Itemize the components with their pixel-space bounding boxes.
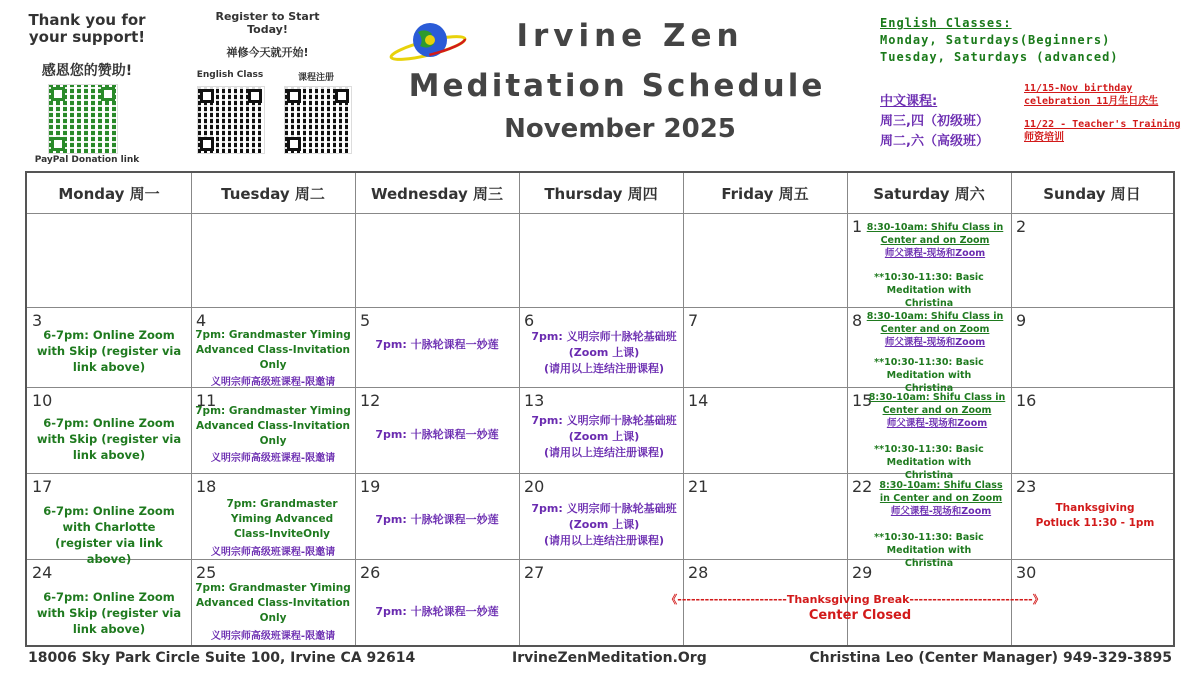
- day-cell-6: [519, 307, 683, 387]
- title-line1: Irvine Zen: [516, 18, 744, 54]
- shifu-class-event: [861, 221, 1009, 260]
- shifu-class-cn: 师父课程-现场和Zoom: [884, 248, 986, 259]
- basic-meditation-event: **10:30-11:30: Basic Meditation with Christina: [874, 444, 984, 481]
- date-number: 6: [524, 311, 535, 330]
- chakra-class-line3: (请用以上连结注册课程): [543, 534, 665, 547]
- footer-address: 18006 Sky Park Circle Suite 100, Irvine CA 92614: [28, 650, 416, 666]
- date-number: 30: [1016, 563, 1037, 582]
- day-cell-20: [519, 473, 683, 559]
- ten-chakra-class-event: 7pm: 十脉轮课程一妙莲: [375, 513, 499, 526]
- date-number: 27: [524, 563, 545, 582]
- qr-corner-icon: [248, 89, 262, 103]
- date-number: 20: [524, 477, 545, 496]
- date-number: 22: [852, 477, 873, 496]
- date-number: 25: [196, 563, 217, 582]
- english-class-qr-code[interactable]: [197, 86, 265, 154]
- day-header-monday: Monday 周一: [58, 184, 160, 203]
- day-header-saturday: Saturday 周六: [873, 184, 985, 203]
- chakra-class-line3: (请用以上连结注册课程): [543, 362, 665, 375]
- qr-corner-icon: [335, 89, 349, 103]
- day-cell-7: [683, 307, 847, 387]
- title-line2: Meditation Schedule: [408, 68, 826, 104]
- online-zoom-event: 6-7pm: Online Zoom with Skip (register via link above): [36, 590, 182, 636]
- date-number: 19: [360, 477, 381, 496]
- ten-chakra-class-event: 7pm: 十脉轮课程一妙莲: [375, 428, 499, 441]
- date-number: 18: [196, 477, 217, 496]
- basic-chakra-class-event: [527, 413, 681, 461]
- day-cell-26: [355, 559, 519, 647]
- shifu-class-cn: 师父课程-现场和Zoom: [884, 337, 986, 348]
- date-number: 5: [360, 311, 371, 330]
- online-zoom-event: 6-7pm: Online Zoom with Skip (register via link above): [36, 328, 182, 374]
- day-cell-2: [1011, 213, 1173, 307]
- date-number: 10: [32, 391, 53, 410]
- qr-corner-icon: [287, 89, 301, 103]
- shifu-class-en: 8:30-10am: Shifu Class in Center and on Zoom: [866, 311, 1004, 335]
- day-cell-21: [683, 473, 847, 559]
- english-classes-info: [880, 15, 1180, 66]
- grandmaster-class-event: 7pm: Grandmaster Yiming Advanced Class-Invitation Only: [195, 329, 351, 371]
- date-number: 9: [1016, 311, 1027, 330]
- chakra-class-line3: (请用以上连结注册课程): [543, 446, 665, 459]
- day-header-friday: Friday 周五: [721, 184, 809, 203]
- grandmaster-class-cn: 义明宗师高级班课程-限邀请: [210, 453, 336, 464]
- date-number: 29: [852, 563, 873, 582]
- qr-corner-icon: [287, 137, 301, 151]
- qr-corner-icon: [51, 87, 65, 101]
- thanksgiving-break-line: 《------------------------Thanksgiving Break---------------------------》: [666, 593, 1044, 606]
- date-number: 12: [360, 391, 381, 410]
- qr-corner-icon: [51, 137, 65, 151]
- grandmaster-class-event: 7pm: Grandmaster Yiming Advanced Class-Invitation Only: [195, 405, 351, 447]
- shifu-class-en: 8:30-10am: Shifu Class in Center and on Zoom: [879, 480, 1003, 504]
- day-header-tuesday: Tuesday 周二: [221, 184, 325, 203]
- qr-corner-icon: [200, 137, 214, 151]
- day-cell-24: [27, 559, 191, 647]
- day-cell-18: [191, 473, 355, 559]
- chinese-classes-line1: 周三,四（初级班）: [880, 114, 989, 129]
- grandmaster-class-cn: 义明宗师高级班课程-限邀请: [210, 377, 336, 388]
- english-class-label: English Class: [196, 70, 264, 80]
- shifu-class-event: [865, 391, 1009, 430]
- day-cell-16: [1011, 387, 1173, 473]
- shifu-class-en: 8:30-10am: Shifu Class in Center and on Zoom: [868, 392, 1006, 416]
- day-cell-12: [355, 387, 519, 473]
- chakra-class-line2: (Zoom 上课): [568, 430, 640, 443]
- date-number: 1: [852, 217, 863, 236]
- day-cell-19: [355, 473, 519, 559]
- grandmaster-class-cn: 义明宗师高级班课程-限邀请: [210, 547, 336, 558]
- qr-corner-icon: [200, 89, 214, 103]
- english-classes-line2: Tuesday, Saturdays (advanced): [880, 50, 1119, 64]
- day-cell-22: [847, 473, 1011, 569]
- date-number: 21: [688, 477, 709, 496]
- day-cell-1: [847, 213, 1011, 307]
- date-number: 28: [688, 563, 709, 582]
- date-number: 13: [524, 391, 545, 410]
- date-number: 7: [688, 311, 699, 330]
- register-heading-cn: 禅修今天就开始!: [226, 46, 309, 59]
- date-number: 14: [688, 391, 709, 410]
- day-cell-10: [27, 387, 191, 473]
- shifu-class-event: [873, 479, 1009, 518]
- day-cell-13: [519, 387, 683, 473]
- center-closed-label: Center Closed: [808, 608, 912, 623]
- day-header-sunday: Sunday 周日: [1043, 184, 1141, 203]
- date-number: 26: [360, 563, 381, 582]
- date-number: 17: [32, 477, 53, 496]
- chakra-class-line1: 7pm: 义明宗师十脉轮基础班: [531, 330, 677, 343]
- basic-meditation-event: **10:30-11:30: Basic Meditation with Christina: [874, 272, 984, 309]
- title-month: November 2025: [504, 114, 736, 144]
- cn-register-qr-code[interactable]: [284, 86, 352, 154]
- qr-corner-icon: [101, 87, 115, 101]
- thanks-message-cn: 感恩您的赞助!: [41, 63, 133, 79]
- day-cell-23: [1011, 473, 1173, 559]
- grandmaster-class-cn: 义明宗师高级班课程-限邀请: [210, 631, 336, 642]
- chakra-class-line2: (Zoom 上课): [568, 518, 640, 531]
- chinese-classes-heading: 中文课程:: [880, 94, 938, 109]
- shifu-class-en: 8:30-10am: Shifu Class in Center and on Zoom: [866, 222, 1004, 246]
- online-zoom-event: 6-7pm: Online Zoom with Charlotte (register via link above): [43, 504, 175, 566]
- chakra-class-line1: 7pm: 义明宗师十脉轮基础班: [531, 502, 677, 515]
- shifu-class-event: [861, 310, 1009, 349]
- date-number: 24: [32, 563, 53, 582]
- shifu-class-cn: 师父课程-现场和Zoom: [886, 418, 988, 429]
- basic-chakra-class-event: [527, 329, 681, 377]
- day-header-wednesday: Wednesday 周三: [370, 184, 504, 203]
- ten-chakra-class-event: 7pm: 十脉轮课程一妙莲: [375, 605, 499, 618]
- date-number: 2: [1016, 217, 1027, 236]
- footer-website-link[interactable]: IrvineZenMeditation.Org: [512, 650, 707, 666]
- day-cell-4: [191, 307, 355, 387]
- day-cell-9: [1011, 307, 1173, 387]
- chinese-classes-line2: 周二,六（高级班）: [880, 134, 989, 149]
- note-birthday: 11/15-Nov birthday celebration 11月生日庆生: [1024, 83, 1159, 107]
- date-number: 23: [1016, 477, 1037, 496]
- day-cell-14: [683, 387, 847, 473]
- day-cell-8: [847, 307, 1011, 394]
- english-classes-heading: English Classes:: [880, 16, 1012, 30]
- date-number: 15: [852, 391, 873, 410]
- thanksgiving-potluck-event: Thanksgiving Potluck 11:30 - 1pm: [1035, 502, 1155, 529]
- day-cell-15: [847, 387, 1011, 481]
- day-cell-5: [355, 307, 519, 387]
- date-number: 11: [196, 391, 217, 410]
- ten-chakra-class-event: 7pm: 十脉轮课程一妙莲: [375, 338, 499, 351]
- basic-meditation-event: **10:30-11:30: Basic Meditation with Christina: [874, 532, 984, 569]
- thanks-message: Thank you for your support!: [28, 11, 146, 46]
- footer-contact: Christina Leo (Center Manager) 949-329-3895: [809, 650, 1172, 666]
- calendar-grid: [25, 171, 1175, 647]
- paypal-qr-code[interactable]: [48, 84, 118, 154]
- cn-register-label: 课程注册: [297, 73, 334, 83]
- day-cell-25: [191, 559, 355, 647]
- special-notes: [1024, 82, 1194, 144]
- thanksgiving-break-banner: [540, 592, 1170, 624]
- english-classes-line1: Monday, Saturdays(Beginners): [880, 33, 1111, 47]
- day-header-thursday: Thursday 周四: [544, 184, 658, 203]
- paypal-donation-label: PayPal Donation link: [34, 155, 140, 165]
- day-cell-11: [191, 387, 355, 473]
- note-training: 11/22 - Teacher's Training 师资培训: [1024, 119, 1181, 143]
- date-number: 16: [1016, 391, 1037, 410]
- basic-chakra-class-event: [527, 501, 681, 549]
- chinese-classes-info: [880, 92, 1020, 152]
- basic-meditation-event: **10:30-11:30: Basic Meditation with Christina: [874, 357, 984, 394]
- date-number: 4: [196, 311, 207, 330]
- date-number: 3: [32, 311, 43, 330]
- date-number: 8: [852, 311, 863, 330]
- register-heading: Register to Start Today!: [215, 10, 320, 36]
- shifu-class-cn: 师父课程-现场和Zoom: [890, 506, 992, 517]
- day-cell-17: [27, 473, 191, 566]
- day-cell-3: [27, 307, 191, 387]
- chakra-class-line2: (Zoom 上课): [568, 346, 640, 359]
- chakra-class-line1: 7pm: 义明宗师十脉轮基础班: [531, 414, 677, 427]
- grandmaster-class-event: 7pm: Grandmaster Yiming Advanced Class-InviteOnly: [226, 498, 338, 540]
- online-zoom-event: 6-7pm: Online Zoom with Skip (register via link above): [36, 416, 182, 462]
- grandmaster-class-event: 7pm: Grandmaster Yiming Advanced Class-Invitation Only: [195, 582, 351, 624]
